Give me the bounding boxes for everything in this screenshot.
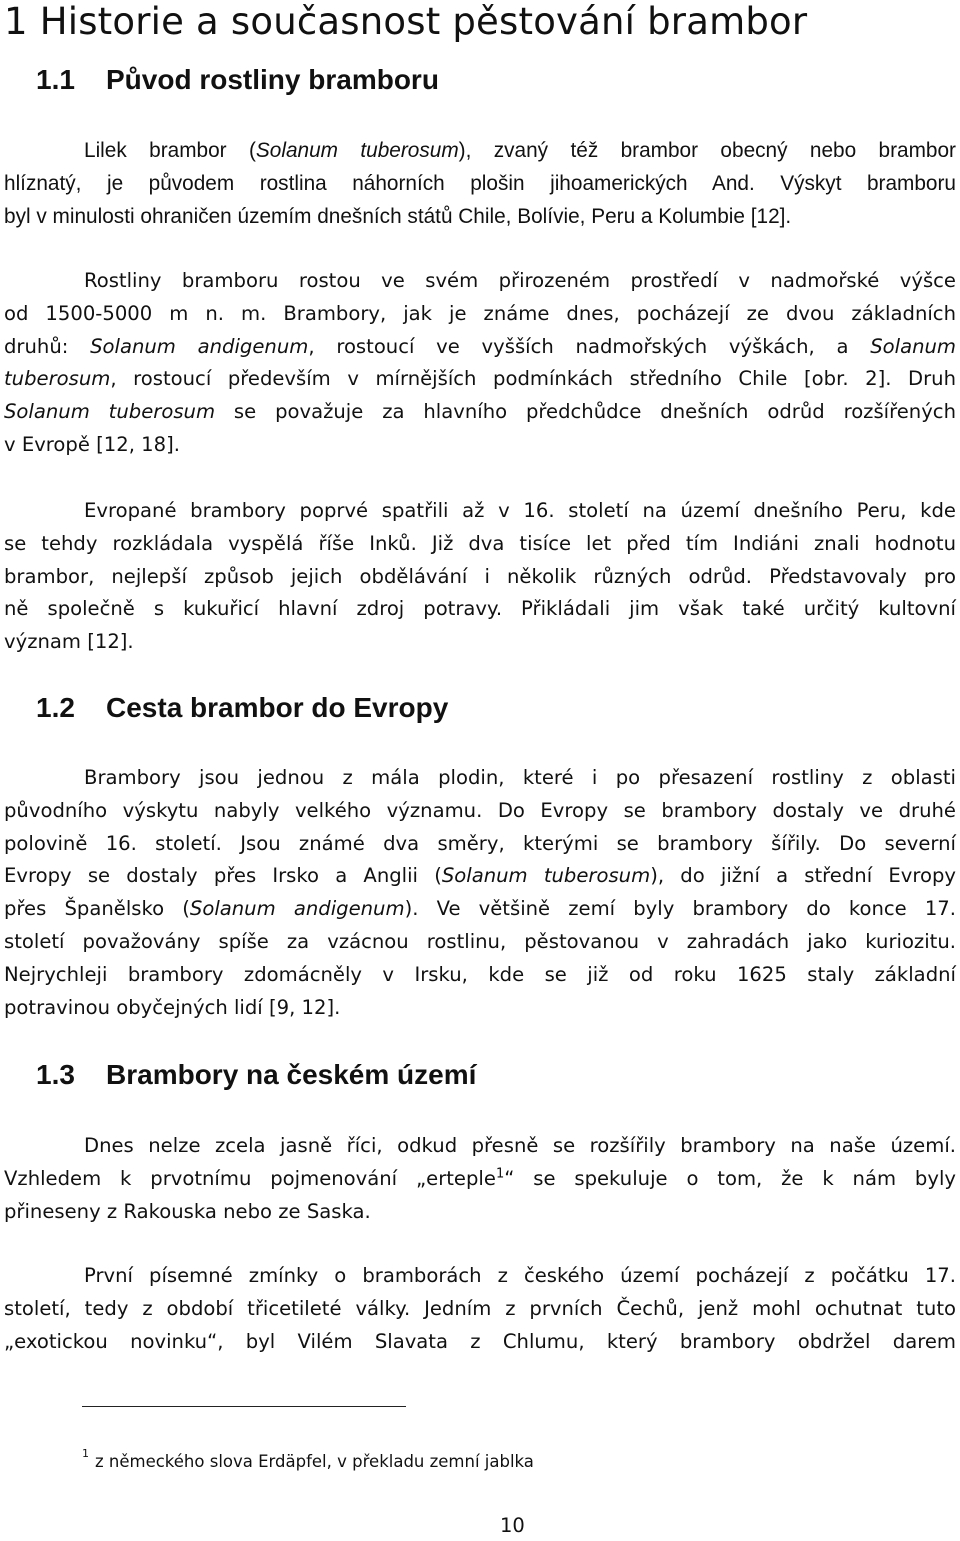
text-line: Solanum tuberosum se považuje za hlavního předchůdce dnešních odrůd rozšířených <box>4 400 956 424</box>
text-line: století, tedy z období třicetileté války. Jedním z prvních Čechů, jenž mohl ochutnat tuto <box>4 1296 956 1320</box>
paragraph-journey <box>4 762 956 1024</box>
text-line: od 1500-5000 m n. m. Brambory, jak je známe dnes, pocházejí ze dvou základních <box>4 301 956 325</box>
footnote-reference: 1 <box>495 1166 505 1182</box>
footnote-mark: 1 <box>82 1446 89 1460</box>
paragraph-origin-1 <box>4 135 956 233</box>
text-line: „exotickou novinku“, byl Vilém Slavata z Chlumu, který brambory obdržel darem <box>4 1329 956 1353</box>
text-line: druhů: Solanum andigenum, rostoucí ve vyšších nadmořských výškách, a Solanum <box>4 334 957 358</box>
section-heading-1-3: 1.3 Brambory na českém území <box>36 1059 477 1090</box>
text-line: brambor, nejlepší způsob jejich obdělávání i několik různých odrůd. Představovaly pro <box>4 564 956 588</box>
text-line: Dnes nelze zcela jasně říci, odkud přesně se rozšířily brambory na naše území. <box>84 1134 956 1157</box>
text-line: význam [12]. <box>4 630 134 654</box>
text-line: se tehdy rozkládala vyspělá říše Inků. Již dva tisíce let před tím Indiáni znali hodnotu <box>4 531 956 555</box>
paragraph-origin-3 <box>4 495 956 659</box>
text-line: Evropané brambory poprvé spatřili až v 16. století na území dnešního Peru, kde <box>84 499 956 522</box>
text-line: přes Španělsko (Solanum andigenum). Ve většině zemí byly brambory do konce 17. <box>4 897 957 921</box>
text-line: Vzhledem k prvotnímu pojmenování „erteple$^1$“ se spekuluje o tom, že k nám byly <box>4 1166 956 1190</box>
text-line: ně společně s kukuřicí hlavní zdroj potravy. Přikládali jim však také určitý kultovní <box>4 597 956 621</box>
text-line: Evropy se dostaly přes Irsko a Anglii (Solanum tuberosum), do jižní a střední Evropy <box>4 864 956 888</box>
footnote-text: z německého slova Erdäpfel, v překladu zemní jablka <box>95 1452 534 1471</box>
paragraph-origin-2 <box>4 265 956 462</box>
text-line: Lilek brambor (Solanum tuberosum), zvaný též brambor obecný nebo brambor <box>84 139 956 162</box>
text-line: tuberosum, rostoucí především v mírnějších podmínkách středního Chile [obr. 2]. Druh <box>4 367 956 391</box>
text-line: Nejrychleji brambory zdomácněly v Irsku, kde se již od roku 1625 staly základní <box>4 962 956 986</box>
text-line: v Evropě [12, 18]. <box>4 432 180 456</box>
footnote <box>82 1446 534 1471</box>
text-line: Rostliny bramboru rostou ve svém přirozeném prostředí v nadmořské výšce <box>84 269 956 292</box>
section-heading-1-2: 1.2 Cesta brambor do Evropy <box>36 692 449 723</box>
chapter-heading: 1 Historie a současnost pěstování brambor <box>4 0 808 43</box>
text-line: polovině 16. století. Jsou známé dva směry, kterými se brambory šířily. Do severní <box>4 831 956 855</box>
text-line: potravinou obyčejných lidí [9, 12]. <box>4 995 341 1019</box>
text-line: století považovány spíše za vzácnou rostlinu, pěstovanou v zahradách jako kuriozitu. <box>4 929 956 953</box>
text-line: přineseny z Rakouska nebo ze Saska. <box>4 1199 371 1223</box>
text-line: Brambory jsou jednou z mála plodin, které i po přesazení rostliny z oblasti <box>84 766 956 789</box>
text-line: byl v minulosti ohraničen územím dnešních států Chile, Bolívie, Peru a Kolumbie [12]. <box>4 204 792 228</box>
text-line: původního výskytu nabyly velkého významu. Do Evropy se brambory dostaly ve druhé <box>4 798 956 822</box>
page-number: 10 <box>500 1514 525 1537</box>
paragraph-czech-2 <box>4 1260 956 1358</box>
text-line: hlíznatý, je původem rostlina náhorních plošin jihoamerických And. Výskyt bramboru <box>4 171 956 195</box>
footnote-divider <box>82 1406 406 1407</box>
section-heading-1-1: 1.1 Původ rostliny bramboru <box>36 64 439 95</box>
text-line: První písemné zmínky o bramborách z českého území pocházejí z počátku 17. <box>84 1264 956 1287</box>
paragraph-czech-1 <box>4 1130 956 1228</box>
